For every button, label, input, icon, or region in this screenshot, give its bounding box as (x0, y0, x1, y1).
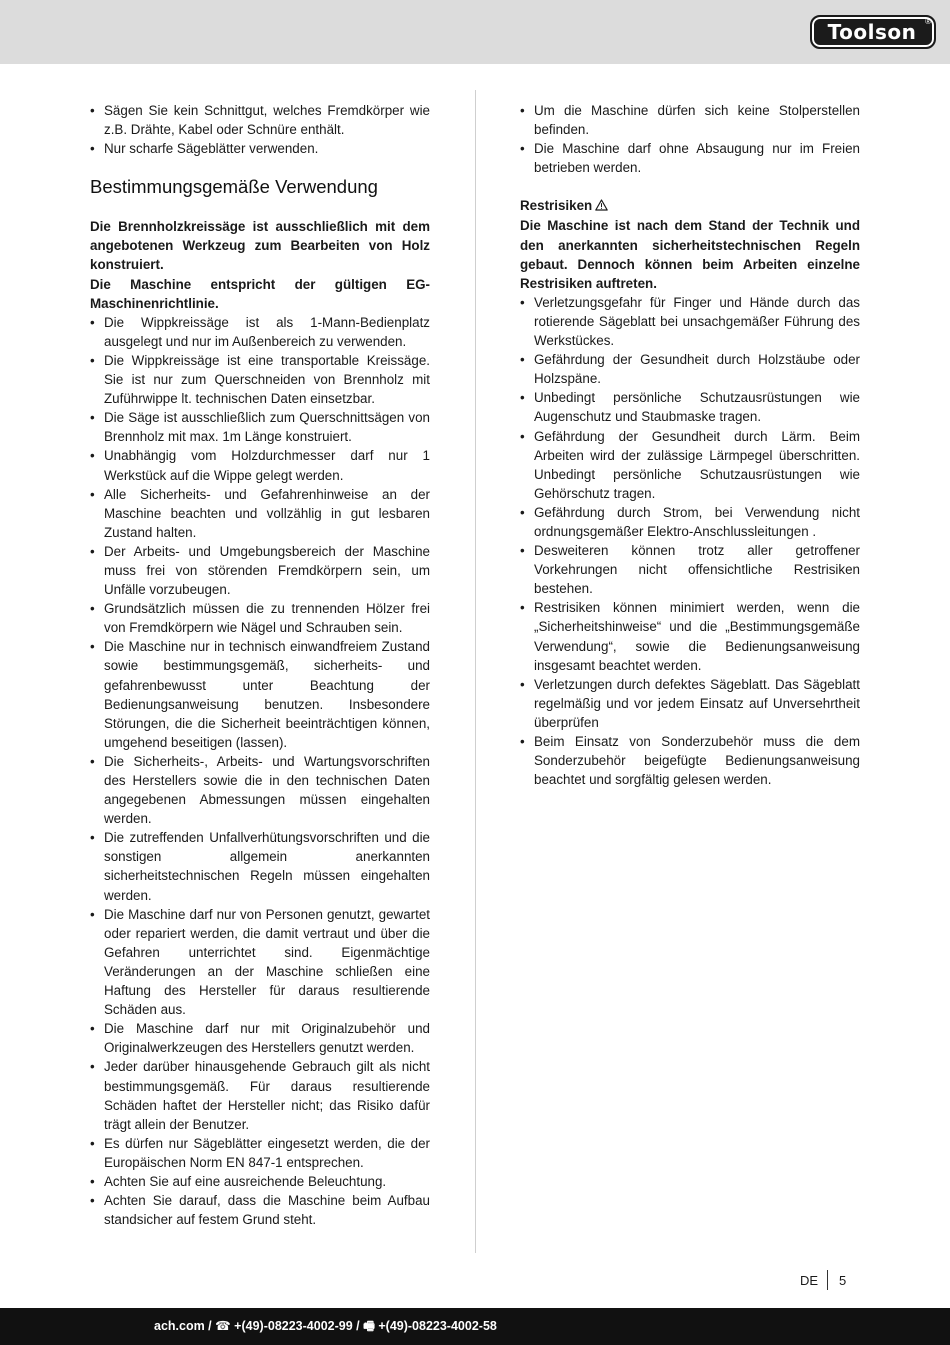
toolson-logo (810, 15, 936, 49)
list-item: • Um die Maschine dürfen sich keine Stolperstellen befinden. (520, 101, 860, 139)
list-item: • Gefährdung der Gesundheit durch Lärm. Beim Arbeiten wird der zulässige Lärmpegel überschritten. Unbedingt persönliche Schutzausrüstungen wie Gehörschutz tragen. (520, 427, 860, 503)
list-item: • Die Sicherheits-, Arbeits- und Wartungsvorschriften des Herstellers sowie die in den technischen Daten angegebenen Abmessungen müssen eingehalten werden. (90, 752, 430, 828)
list-item: • Restrisiken können minimiert werden, wenn die „Sicherheitshinweise“ und die „Bestimmungsgemäße Verwendung“, sowie die Bedienungsanweisung insgesamt beachtet werden. (520, 598, 860, 674)
list-item: • Sägen Sie kein Schnittgut, welches Fremdkörper wie z.B. Drähte, Kabel oder Schnüre enthält. (90, 101, 430, 139)
list-item: • Beim Einsatz von Sonderzubehör muss die dem Sonderzubehör beigefügte Bedienungsanweisung beachtet und sorgfältig gelesen werden. (520, 732, 860, 789)
list-item: • Die Wippkreissäge ist als 1-Mann-Bedienplatz ausgelegt und nur im Außenbereich zu verwenden. (90, 313, 430, 351)
registered-mark: ® (925, 17, 931, 26)
contact-info: ach.com / ☎ +(49)-08223-4002-99 / 🖷 +(49)-08223-4002-58 (154, 1319, 497, 1333)
list-item: • Jeder darüber hinausgehende Gebrauch gilt als nicht bestimmungsgemäß. Für daraus resultierende Schäden haftet der Hersteller nicht; das Risiko dafür trägt allein der Benutzer. (90, 1057, 430, 1133)
language-code: DE (800, 1273, 819, 1288)
warning-triangle-icon (595, 197, 608, 216)
list-item: • Achten Sie auf eine ausreichende Beleuchtung. (90, 1172, 430, 1191)
list-item: • Verletzungsgefahr für Finger und Hände durch das rotierende Sägeblatt bei unsachgemäßer Führung des Werkstückes. (520, 293, 860, 350)
list-item: • Der Arbeits- und Umgebungsbereich der Maschine muss frei von störenden Fremdkörpern sein, um Unfälle vorzubeugen. (90, 542, 430, 599)
list-item: • Die Maschine nur in technisch einwandfreiem Zustand sowie bestimmungsgemäß, sicherheits- und gefahrenbewusst unter Beachtung der Bedienungsanweisung benutzen. Insbesondere Störungen, die die Sicherheit beeinträchtigen können, umgehend beseitigen (lassen). (90, 637, 430, 752)
list-item: • Unabhängig vom Holzdurchmesser darf nur 1 Werkstück auf die Wippe gelegt werden. (90, 446, 430, 484)
list-item: • Gefährdung der Gesundheit durch Holzstäube oder Holzspäne. (520, 350, 860, 388)
list-item: • Grundsätzlich müssen die zu trennenden Hölzer frei von Fremdkörpern wie Nägel und Schrauben sein. (90, 599, 430, 637)
list-item: • Die Säge ist ausschließlich zum Querschnittsägen von Brennholz mit max. 1m Länge konstruiert. (90, 408, 430, 446)
list-item: • Nur scharfe Sägeblätter verwenden. (90, 139, 430, 158)
list-item: • Gefährdung durch Strom, bei Verwendung nicht ordnungsgemäßer Elektro-Anschlussleitungen . (520, 503, 860, 541)
residual-risks-label: Restrisiken (520, 198, 593, 214)
list-item: • Unbedingt persönliche Schutzausrüstungen wie Augenschutz und Staubmaske tragen. (520, 388, 860, 426)
list-item: • Alle Sicherheits- und Gefahrenhinweise an der Maschine beachten und vollzählig in gut lesbaren Zustand halten. (90, 485, 430, 542)
left-column (90, 101, 430, 1229)
list-item: • Die Wippkreissäge ist eine transportable Kreissäge. Sie ist nur zum Querschneiden von Brennholz mit Zuführwippe lt. technischen Daten einsetzbar. (90, 351, 430, 408)
header-band (0, 0, 950, 64)
column-divider (475, 90, 476, 1253)
list-item: • Es dürfen nur Sägeblätter eingesetzt werden, die der Europäischen Norm EN 847-1 entsprechen. (90, 1134, 430, 1172)
directive-statement: Die Maschine entspricht der gültigen EG-Maschinenrichtlinie. (90, 276, 430, 311)
list-item: • Die Maschine darf nur mit Originalzubehör und Originalwerkzeugen des Herstellers genutzt werden. (90, 1019, 430, 1057)
section-heading: Bestimmungsgemäße Verwendung (90, 176, 378, 198)
intended-use-statement: Die Brennholzkreissäge ist ausschließlich mit dem angebotenen Werkzeug zum Bearbeiten von Holz konstruiert. (90, 219, 430, 273)
residual-risks-statement: Die Maschine ist nach dem Stand der Technik und den anerkannten sicherheitstechnischen Regeln gebaut. Dennoch können beim Arbeiten einzelne Restrisiken auftreten. (520, 218, 860, 291)
contact-bar (0, 1308, 950, 1345)
list-item: • Die Maschine darf ohne Absaugung nur im Freien betrieben werden. (520, 139, 860, 177)
residual-risks-heading (520, 196, 860, 216)
list-item: • Verletzungen durch defektes Sägeblatt. Das Sägeblatt regelmäßig und vor jedem Einsatz auf Unversehrtheit überprüfen (520, 675, 860, 732)
logo-text: Toolson (827, 20, 917, 44)
list-item: • Achten Sie darauf, dass die Maschine beim Aufbau standsicher auf festem Grund steht. (90, 1191, 430, 1229)
footer-separator (827, 1270, 828, 1290)
list-item: • Die zutreffenden Unfallverhütungsvorschriften und die sonstigen allgemein anerkannten sicherheitstechnischen Regeln müssen eingehalten werden. (90, 828, 430, 904)
list-item: • Desweiteren können trotz aller getroffener Vorkehrungen nicht offensichtliche Restrisiken bestehen. (520, 541, 860, 598)
list-item: • Die Maschine darf nur von Personen genutzt, gewartet oder repariert werden, die damit vertraut und über die Gefahren unterrichtet sind. Eigenmächtige Veränderungen an der Maschine schließen eine Haftung des Hersteller für daraus resultierende Schäden aus. (90, 905, 430, 1020)
right-column (520, 101, 860, 789)
page-number: 5 (839, 1273, 847, 1288)
